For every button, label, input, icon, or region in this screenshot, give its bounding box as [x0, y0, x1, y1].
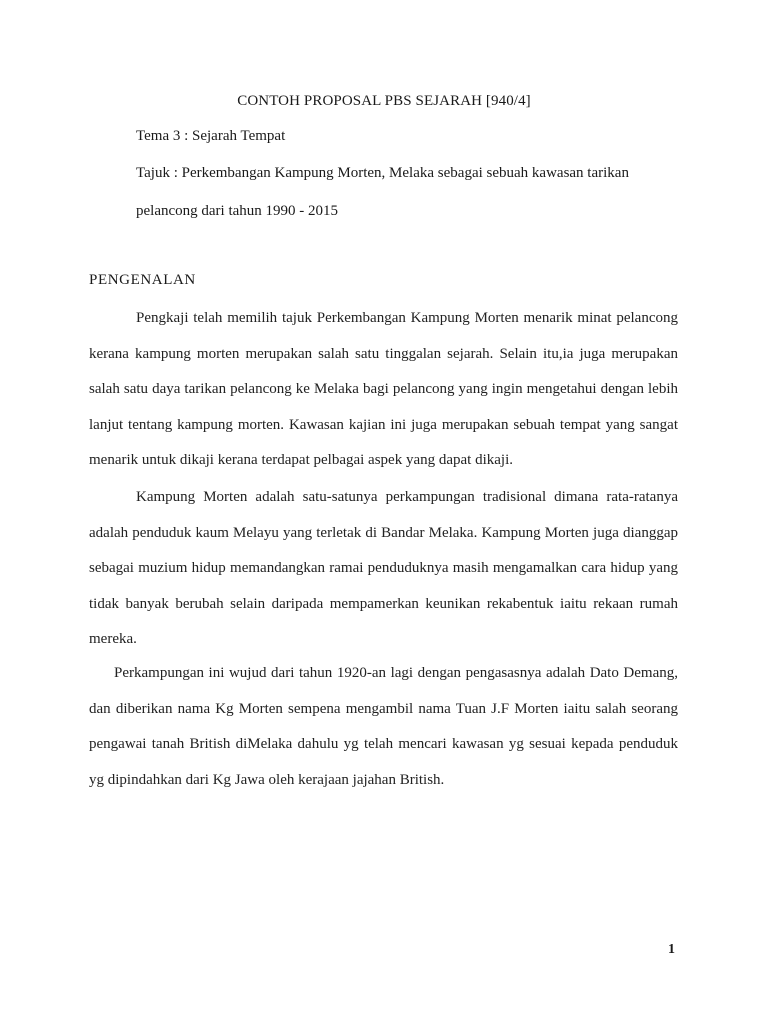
page-number: 1 — [668, 942, 675, 957]
section-heading: PENGENALAN — [89, 272, 196, 288]
topic-line-2: pelancong dari tahun 1990 - 2015 — [136, 203, 339, 219]
paragraph-3: Perkampungan ini wujud dari tahun 1920-an lagi dengan pengasasnya adalah Dato Demang, dan diberikan nama Kg Morten sempena mengambil nama Tuan J.F Morten iaitu salah seorang pengawai tanah British diMelaka dahulu yg telah mencari kawasan yg sesuai kepada penduduk yg dipindahkan dari Kg Jawa oleh kerajaan jajahan British. — [89, 665, 678, 788]
paragraph-1: Pengkaji telah memilih tajuk Perkembangan Kampung Morten menarik minat pelancong kerana kampung morten merupakan salah satu tinggalan sejarah. Selain itu,ia juga merupakan salah satu daya tarikan pelancong ke Melaka bagi pelancong yang ingin mengetahui dengan lebih lanjut tentang kampung morten. Kawasan kajian ini juga merupakan sebuah tempat yang sangat menarik untuk dikaji kerana terdapat pelbagai aspek yang dapat dikaji. — [89, 310, 678, 469]
paragraph-2: Kampung Morten adalah satu-satunya perkampungan tradisional dimana rata-ratanya adalah penduduk kaum Melayu yang terletak di Bandar Melaka. Kampung Morten juga dianggap sebagai muzium hidup memandangkan ramai penduduknya masih mengamalkan cara hidup yang tidak banyak berubah selain daripada mempamerkan keunikan rekabentuk iaitu rekaan rumah mereka. — [89, 489, 678, 648]
theme-line: Tema 3 : Sejarah Tempat — [136, 128, 286, 144]
document-title: CONTOH PROPOSAL PBS SEJARAH [940/4] — [237, 93, 531, 109]
topic-line-1: Tajuk : Perkembangan Kampung Morten, Melaka sebagai sebuah kawasan tarikan — [136, 165, 629, 181]
